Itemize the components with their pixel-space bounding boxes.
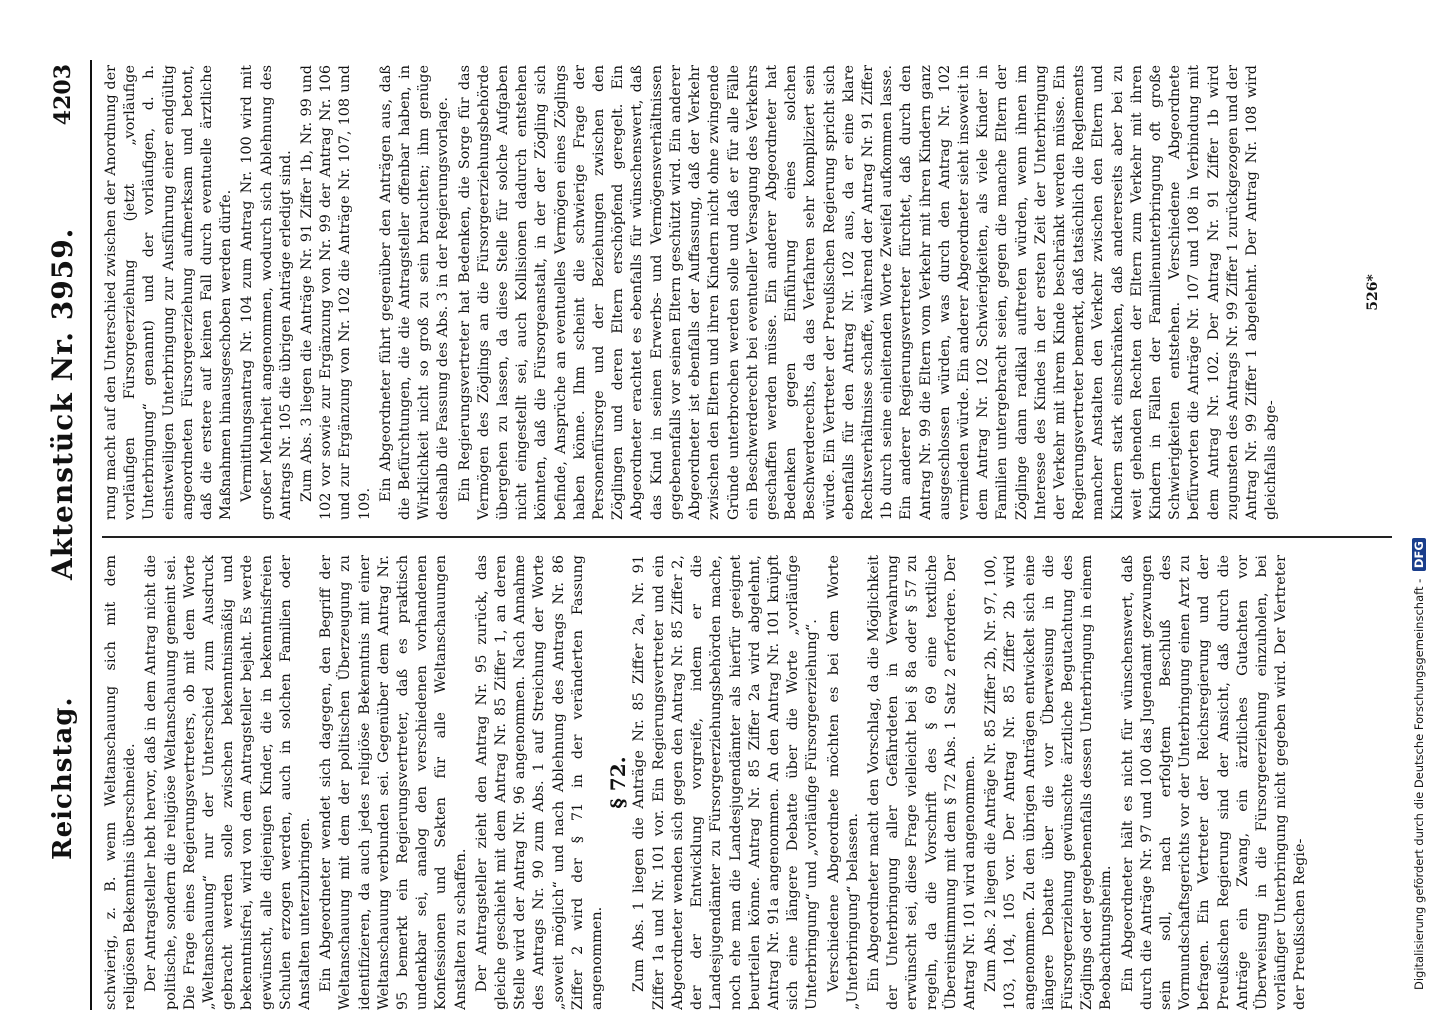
paragraph: Zum Abs. 1 liegen die Anträge Nr. 85 Ziffer 2a, Nr. 91 Ziffer 1a und Nr. 101 vor. Ein Regierungsvertreter und ein Abgeordneter wenden sich gegen den Antrag Nr. 85 Ziffer 2, der der Entwicklung vorgreife, indem er die Landesjugendämter zu Fürsorgeerziehungsbehörden mache, noch ehe man die Landesjugendämter als hierfür geeignet beurteilen könne. Antrag Nr. 85 Ziffer 2a wird abgelehnt, Antrag Nr. 91a angenommen. An den Antrag Nr. 101 knüpft sich eine längere Debatte über die Worte „vorläufige Unterbringung“ und „vorläufige Fürsorgeerziehung“. bbox=[631, 555, 821, 1010]
paragraph: Ein Abgeordneter hält es nicht für wünschenswert, daß durch die Anträge Nr. 97 und 100 das Jugendamt gezwungen sein soll, nach erfolgtem Beschluß des Vormundschaftsgerichts vor der Unterbringung einen Arzt zu befragen. Ein Vertreter der Reichsregierung und der Preußischen Regierung sind der Ansicht, daß durch die Anträge ein Zwang, ein ärztliches Gutachten vor Überweisung in die Fürsorgeerziehung einzuholen, bei vorläufiger Unterbringung nicht gegeben wird. Der Vertreter der Preußischen Regie- bbox=[1119, 555, 1309, 1010]
header-aktenstueck: Aktenstück Nr. 3959. bbox=[46, 227, 79, 580]
paragraph: Ein Abgeordneter führt gegenüber den Anträgen aus, daß die Befürchtungen, die die Antragsteller offenbar haben, in Wirklichkeit nicht so groß zu sein brauchten; ihm genüge deshalb die Fassung des Abs. 3 in der Regierungsvorlage. bbox=[377, 65, 452, 520]
column-divider bbox=[102, 536, 1392, 538]
document-page bbox=[40, 60, 1410, 1010]
paragraph: schwierig, z. B. wenn Weltanschauung sich mit dem religiösen Bekenntnis überschneide. bbox=[103, 555, 139, 1010]
page-header bbox=[40, 60, 92, 1010]
paragraph: Zum Abs. 3 liegen die Anträge Nr. 91 Ziffer 1b, Nr. 99 und 102 vor sowie zur Ergänzung von Nr. 99 der Antrag Nr. 106 und zur Ergänzung von Nr. 102 die Anträge Nr. 107, 108 und 109. bbox=[299, 65, 373, 520]
page-number: 4203 bbox=[50, 64, 76, 126]
right-column bbox=[102, 65, 1402, 520]
paragraph: Ein Abgeordneter macht den Vorschlag, da die Möglichkeit der Unterbringung aller Gefährdeten in Verwahrung erwünscht sei, diese Frage vielleicht bei § 8a oder § 57 zu regeln, da die Vorschrift des § 69 eine textliche Übereinstimmung mit dem § 72 Abs. 1 Satz 2 erfordere. Der Antrag Nr. 101 wird angenommen. bbox=[865, 555, 978, 1010]
paragraph: Der Antragsteller hebt hervor, daß in dem Antrag nicht die politische, sondern die religiöse Weltanschauung gemeint sei. Die Frage eines Regierungsvertreters, ob mit dem Worte „Weltanschauung“ nur der Unterschied zum Ausdruck gebracht werden solle zwischen bekenntnismäßig und bekenntnisfrei, wird von dem Antragsteller bejaht. Es werde gewünscht, alle diejenigen Kinder, die in bekenntnisfreien Schulen erzogen werden, auch in solchen Familien oder Anstalten unterzubringen. bbox=[143, 555, 314, 1010]
credit-text: Digitalisierung gefördert durch die Deutsche Forschungsgemeinschaft - bbox=[1412, 578, 1426, 990]
digitization-credit bbox=[1412, 0, 1432, 990]
section-heading: § 72. bbox=[606, 756, 631, 809]
paragraph: Verschiedene Abgeordnete möchten es bei dem Worte „Unterbringung“ belassen. bbox=[825, 555, 861, 1010]
paragraph: Vermittlungsantrag Nr. 104 zum Antrag Nr. 100 wird mit großer Mehrheit angenommen, wodurch sich Ablehnung des Antrags Nr. 105 die übrigen Anträge erledigt sind. bbox=[239, 65, 294, 520]
paragraph: rung macht auf den Unterschied zwischen der Anordnung der vorläufigen Fürsorgeerziehung (jetzt „vorläufige Unterbringung“ genannt) und der vorläufigen, d. h. einstweiligen Unterbringung zur Ausführung einer endgültig angeordneten Fürsorgeerziehung aufmerksam und betont, daß die erstere auf keinen Fall durch eventuelle ärztliche Maßnahmen hinausgeschoben werden dürfe. bbox=[103, 65, 235, 520]
header-reichstag: Reichstag. bbox=[48, 696, 78, 860]
dfg-logo: DFG bbox=[1412, 538, 1426, 571]
left-column bbox=[102, 555, 1402, 1010]
paragraph: Ein Regierungsvertreter hat Bedenken, die Sorge für das Vermögen des Zöglings an die Fürsorgeerziehungsbehörde übergehen zu lassen, da diese Stelle für solche Aufgaben nicht eingestellt sei, auch Kollisionen dadurch entstehen könnten, daß die Fürsorgeanstalt, in der der Zögling sich befinde, Ansprüche an eventuelles Vermögen eines Zöglings haben könne. Ihm scheint die schwierige Frage der Personenfürsorge und der Beziehungen zwischen den Zöglingen und deren Eltern erschöpfend geregelt. Ein Abgeordneter erachtet es ebenfalls für wünschenswert, daß das Kind in seinen Erwerbs- und Vermögensverhältnissen gegebenenfalls vor seinen Eltern geschützt wird. Ein anderer Abgeordneter ist ebenfalls der Auffassung, daß der Verkehr zwischen den Eltern und ihren Kindern nicht ohne zwingende Gründe unterbrochen werden solle und daß er für alle Fälle ein Beschwerderecht bei eventueller Versagung des Verkehrs geschaffen werden müsse. Ein anderer Abgeordneter hat Bedenken gegen Einführung eines solchen Beschwerderechts, da das Verfahren sehr kompliziert sein würde. Ein Vertreter der Preußischen Regierung spricht sich ebenfalls für den Antrag Nr. 102 aus, da er eine klare Rechtsverhältnisse schaffe, während der Antrag Nr. 91 Ziffer 1b durch seine einleitenden Worte Zweifel aufkommen lasse. Ein anderer Regierungsvertreter fürchtet, daß durch den Antrag Nr. 99 die Eltern vom Verkehr mit ihren Kindern ganz ausgeschlossen würden, was durch den Antrag Nr. 102 vermieden würde. Ein anderer Abgeordneter sieht insoweit in dem Antrag Nr. 102 Schwierigkeiten, als viele Kinder in Familien untergebracht seien, gegen die manche Eltern der Zöglinge dann radikal auftreten würden, wenn ihnen im Interesse des Kindes in der ersten Zeit der Unterbringung der Verkehr mit ihrem Kinde beschränkt werden müsse. Ein Regierungsvertreter bemerkt, daß tatsächlich die Reglements mancher Anstalten den Verkehr zwischen den Eltern und Kindern stark einschränken, daß andererseits aber bei zu weit gehenden Rechten der Eltern zum Verkehr mit ihren Kindern in Fällen der Familienunterbringung oft große Schwierigkeiten entstehen. Verschiedene Abgeordnete befürworten die Anträge Nr. 107 und 108 in Verbindung mit dem Antrag Nr. 102. Der Antrag Nr. 91 Ziffer 1b wird zugunsten des Antrags Nr. 99 Ziffer 1 zurückgezogen und der Antrag Nr. 99 Ziffer 1 abgelehnt. Der Antrag Nr. 108 wird gleichfalls abge- bbox=[456, 65, 1280, 520]
paragraph: Der Antragsteller zieht den Antrag Nr. 95 zurück, das gleiche geschieht mit dem Antrag Nr. 85 Ziffer 1, an deren Stelle wird der Antrag Nr. 96 angenommen. Nach Annahme des Antrags Nr. 90 zum Abs. 1 auf Streichung der Worte „soweit möglich“ und nach Ablehnung des Antrags Nr. 86 Ziffer 2 wird der § 71 in der veränderten Fassung angenommen. bbox=[473, 555, 606, 1010]
paragraph: Zum Abs. 2 liegen die Anträge Nr. 85 Ziffer 2b, Nr. 97, 100, 103, 104, 105 vor. Der Antrag Nr. 85 Ziffer 2b wird angenommen. Zu den übrigen Anträgen entwickelt sich eine längere Debatte über die vor Überweisung in die Fürsorgeerziehung gewünschte ärztliche Begutachtung des Zöglings oder gegebenenfalls dessen Unterbringung in einem Beobachtungsheim. bbox=[983, 555, 1115, 1010]
page-footer-number: 526* bbox=[1365, 274, 1381, 311]
paragraph: Ein Abgeordneter wendet sich dagegen, den Begriff der Weltanschauung mit dem der politischen Überzeugung zu identifizieren, da auch jedes religiöse Bekenntnis mit einer Weltanschauung verbunden sei. Gegenüber dem Antrag Nr. 95 bemerkt ein Regierungsvertreter, daß es praktisch undenkbar sei, analog den verschiedenen vorhandenen Konfessionen und Sekten für alle Weltanschauungen Anstalten zu schaffen. bbox=[318, 555, 469, 1010]
